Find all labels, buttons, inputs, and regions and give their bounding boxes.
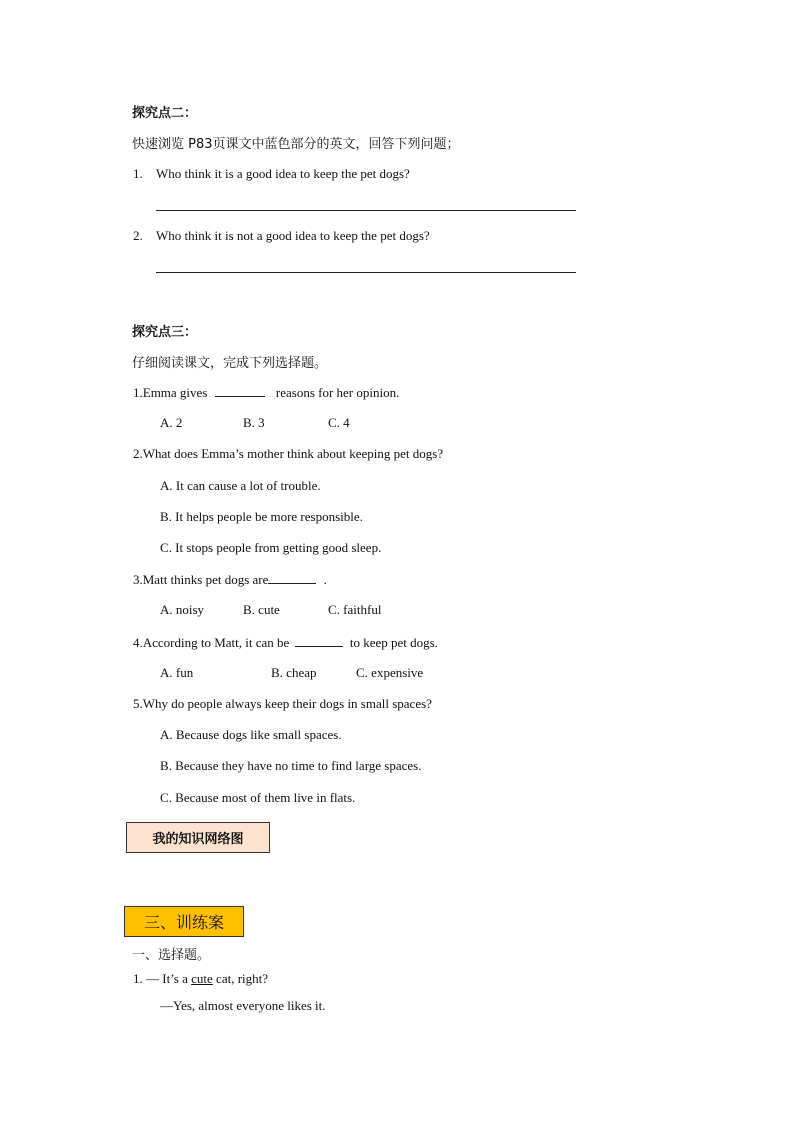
option-a[interactable]: A. 2 — [160, 415, 183, 430]
part-1-heading: 一、选择题。 — [132, 948, 211, 963]
answer-line[interactable] — [156, 272, 576, 273]
section-3-heading: 探究点三： — [132, 325, 198, 340]
question-text: 1. — It’s a — [133, 971, 188, 986]
question-text: . — [323, 572, 327, 587]
option-a[interactable]: A. Because dogs like small spaces. — [160, 727, 342, 742]
question-3 — [133, 571, 327, 588]
part-1-question-1 — [133, 971, 268, 987]
section-2-heading: 探究点二： — [132, 106, 198, 121]
knowledge-network-box: 我的知识网络图 — [126, 822, 270, 853]
question-text: 4.According to Matt, it can be — [133, 635, 290, 650]
question-number: 2. — [133, 228, 143, 243]
training-section-box: 三、训练案 — [124, 906, 244, 937]
question-number: 1. — [133, 166, 143, 181]
option-b[interactable]: B. cheap — [271, 665, 317, 680]
answer-text: —Yes, almost everyone likes it. — [160, 998, 326, 1013]
question-text: 3.Matt thinks pet dogs are — [133, 572, 269, 587]
option-c[interactable]: C. It stops people from getting good sleep. — [160, 540, 382, 555]
option-c[interactable]: C. expensive — [356, 665, 424, 680]
fill-blank[interactable] — [295, 634, 343, 647]
question-text: Who think it is a good idea to keep the pet dogs? — [156, 166, 410, 181]
option-c[interactable]: C. faithful — [328, 602, 382, 617]
fill-blank[interactable] — [215, 384, 265, 397]
question-text: reasons for her opinion. — [275, 385, 400, 400]
option-b[interactable]: B. It helps people be more responsible. — [160, 509, 363, 524]
option-a[interactable]: A. It can cause a lot of trouble. — [160, 478, 321, 493]
fill-blank[interactable] — [268, 571, 316, 584]
option-a[interactable]: A. fun — [160, 665, 194, 680]
question-text: cat, right? — [216, 971, 269, 986]
question-text: to keep pet dogs. — [349, 635, 438, 650]
question-2: 2.What does Emma’s mother think about keeping pet dogs? — [133, 446, 444, 461]
question-5: 5.Why do people always keep their dogs in small spaces? — [133, 696, 432, 711]
option-a[interactable]: A. noisy — [160, 602, 205, 617]
answer-line[interactable] — [156, 210, 576, 211]
option-c[interactable]: C. Because most of them live in flats. — [160, 790, 356, 805]
question-1 — [133, 384, 399, 401]
section-3-instruction: 仔细阅读课文，完成下列选择题。 — [132, 356, 328, 371]
option-b[interactable]: B. cute — [243, 602, 280, 617]
question-4 — [133, 634, 438, 651]
underlined-word: cute — [191, 971, 213, 986]
question-text: Who think it is not a good idea to keep the pet dogs? — [156, 228, 430, 243]
option-b[interactable]: B. Because they have no time to find large spaces. — [160, 758, 422, 773]
option-c[interactable]: C. 4 — [328, 415, 350, 430]
section-2-instruction: 快速浏览 P83页课文中蓝色部分的英文，回答下列问题； — [132, 137, 460, 152]
question-text: 1.Emma gives — [133, 385, 208, 400]
option-b[interactable]: B. 3 — [243, 415, 265, 430]
